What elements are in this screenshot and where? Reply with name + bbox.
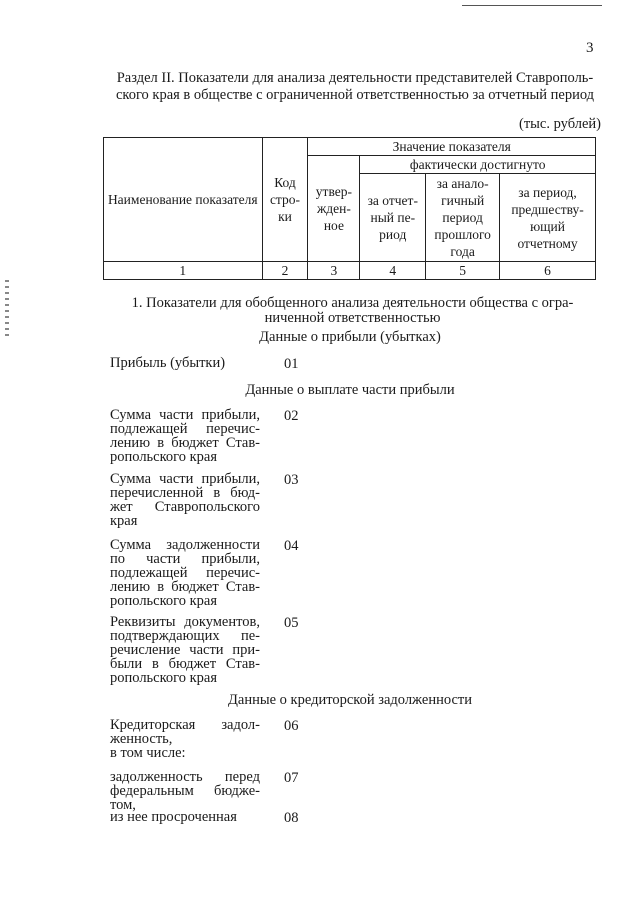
row-label: из нее просроченная [110, 809, 237, 825]
col-number: 1 [104, 262, 263, 280]
top-rule [462, 5, 602, 6]
row-label: задолженность перед федеральным бюдже-том, [110, 769, 260, 813]
row-code: 03 [284, 472, 299, 488]
units-note: (тыс. рублей) [519, 116, 601, 132]
row-label: Сумма задолженности по части прибыли, подлежащей перечис-лению в бюджет Став-ропольского края [110, 537, 260, 609]
row-code: 08 [284, 810, 299, 826]
subheading-payment: Данные о выплате части прибыли [245, 382, 455, 398]
row-code: 02 [284, 408, 299, 424]
col-approved-header: утвер-жден-ное [308, 156, 360, 262]
subheading-credit: Данные о кредиторской задолженности [228, 692, 472, 708]
col-actual-header: фактически достигнуто [360, 156, 596, 174]
col-value-header: Значение показателя [308, 138, 596, 156]
row-label: Реквизиты документов, подтверждающих пе-речисление части при-были в бюджет Став-ропольского края [110, 614, 260, 686]
row-label: Сумма части прибыли, перечисленной в бюд-жет Ставропольского края [110, 471, 260, 529]
page-number: 3 [586, 40, 594, 56]
col-number: 3 [308, 262, 360, 280]
row-label: Прибыль (убытки) [110, 355, 226, 371]
col-report-header: за отчет-ный пе-риод [360, 174, 426, 262]
col-number: 6 [500, 262, 596, 280]
section-title: Раздел II. Показатели для анализа деятельности представителей Ставрополь-ского края в обществе с ограниченной ответственностью за отчетный период [115, 70, 595, 103]
col-number: 5 [426, 262, 500, 280]
subheading-profit: Данные о прибыли (убытках) [259, 329, 441, 345]
row-code: 01 [284, 356, 299, 372]
row-code: 05 [284, 615, 299, 631]
col-prev-year-header: за анало-гичный период прошлого года [426, 174, 500, 262]
subsection-heading: 1. Показатели для обобщенного анализа деятельности общества с огра-ниченной ответственностью [131, 295, 574, 326]
row-label: Сумма части прибыли, подлежащей перечис-лению в бюджет Став-ропольского края [110, 407, 260, 465]
margin-marks [5, 280, 9, 340]
row-code: 04 [284, 538, 299, 554]
row-label: Кредиторская задол-женность, [110, 717, 260, 747]
col-name-header: Наименование показателя [104, 138, 263, 262]
row-code: 07 [284, 770, 299, 786]
col-prev-period-header: за период, предшеству-ющий отчетному [500, 174, 596, 262]
col-code-header: Код стро-ки [262, 138, 308, 262]
col-number: 4 [360, 262, 426, 280]
col-number: 2 [262, 262, 308, 280]
indicator-table-header [103, 137, 596, 280]
row-code: 06 [284, 718, 299, 734]
row-label: в том числе: [110, 745, 186, 761]
